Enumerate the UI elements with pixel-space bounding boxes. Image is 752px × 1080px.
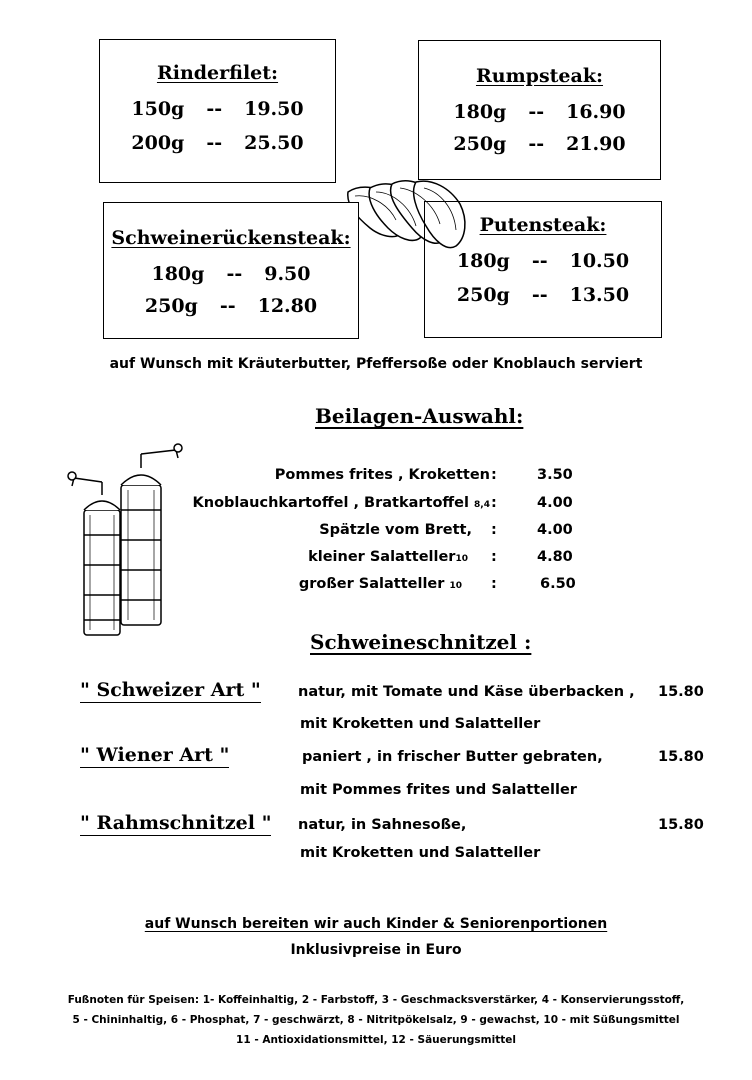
side-price: 4.00	[537, 522, 573, 538]
sides-heading: Beilagen-Auswahl:	[315, 404, 524, 428]
separator: --	[528, 101, 545, 123]
weight: 180g	[453, 101, 507, 123]
side-name: Pommes frites , Kroketten	[274, 467, 490, 483]
weight: 200g	[131, 132, 185, 154]
schnitzel-desc: mit Kroketten und Salatteller	[300, 716, 541, 732]
steak-title: Schweinerückensteak:	[111, 227, 351, 249]
steak-title: Rumpsteak:	[475, 65, 604, 87]
portions-note: auf Wunsch bereiten wir auch Kinder & Seniorenportionen	[144, 916, 608, 932]
price: 12.80	[257, 295, 318, 317]
schnitzel-name: " Schweizer Art "	[80, 679, 261, 701]
steak-title: Putensteak:	[479, 214, 607, 236]
weight: 180g	[151, 263, 205, 285]
schnitzel-desc: mit Pommes frites und Salatteller	[300, 782, 577, 798]
steak-title: Rinderfilet:	[156, 62, 279, 84]
schnitzel-desc: mit Kroketten und Salatteller	[300, 845, 541, 861]
side-colon: :	[491, 467, 497, 483]
side-colon: :	[491, 495, 497, 511]
side-price: 6.50	[540, 576, 576, 592]
price: 9.50	[264, 263, 311, 285]
schnitzel-price: 15.80	[658, 684, 704, 700]
side-price: 3.50	[537, 467, 573, 483]
separator: --	[206, 98, 223, 120]
steak-price-line	[425, 250, 661, 272]
separator: --	[226, 263, 243, 285]
price: 19.50	[244, 98, 304, 120]
steak-box-schweinerueckensteak	[103, 202, 359, 339]
steak-price-line	[419, 133, 660, 155]
price: 13.50	[569, 284, 630, 306]
schnitzel-desc: paniert , in frischer Butter gebraten,	[302, 749, 603, 765]
price: 10.50	[569, 250, 630, 272]
side-colon: :	[491, 549, 497, 565]
schnitzel-price: 15.80	[658, 749, 704, 765]
footnote-line: 11 - Antioxidationsmittel, 12 - Säuerungsmittel	[236, 1034, 516, 1046]
schnitzel-name: " Wiener Art "	[80, 744, 230, 766]
steak-price-line	[425, 284, 661, 306]
separator: --	[528, 133, 545, 155]
steak-price-line	[100, 132, 335, 154]
side-item	[0, 467, 752, 487]
footnotes	[0, 990, 752, 1050]
steak-box-rumpsteak	[418, 40, 661, 180]
steak-box-rinderfilet	[99, 39, 336, 183]
schnitzel-price: 15.80	[658, 817, 704, 833]
weight: 150g	[131, 98, 185, 120]
side-name: Knoblauchkartoffel , Bratkartoffel 8,4	[192, 495, 490, 511]
weight: 250g	[453, 133, 507, 155]
price-note: Inklusivpreise in Euro	[290, 942, 462, 958]
weight: 250g	[144, 295, 198, 317]
steak-price-line	[419, 101, 660, 123]
schnitzel-heading: Schweineschnitzel :	[310, 630, 532, 654]
weight: 180g	[456, 250, 510, 272]
side-price: 4.00	[537, 495, 573, 511]
schnitzel-name: " Rahmschnitzel "	[80, 812, 272, 834]
serve-note: auf Wunsch mit Kräuterbutter, Pfeffersoße oder Knoblauch serviert	[109, 356, 643, 372]
side-price: 4.80	[537, 549, 573, 565]
steak-price-line	[104, 263, 358, 285]
side-item	[0, 522, 752, 542]
side-colon: :	[491, 522, 497, 538]
side-item	[0, 495, 752, 515]
footnote-line: Fußnoten für Speisen: 1- Koffeinhaltig, 2 - Farbstoff, 3 - Geschmacksverstärker, 4 - Konservierungsstoff,	[67, 994, 685, 1006]
weight: 250g	[456, 284, 510, 306]
schnitzel-desc: natur, mit Tomate und Käse überbacken ,	[298, 684, 635, 700]
side-item	[0, 549, 752, 569]
price: 21.90	[566, 133, 626, 155]
side-colon: :	[491, 576, 497, 592]
separator: --	[531, 284, 548, 306]
price: 16.90	[566, 101, 626, 123]
separator: --	[206, 132, 223, 154]
steak-box-putensteak	[424, 201, 662, 338]
footnote-line: 5 - Chininhaltig, 6 - Phosphat, 7 - geschwärzt, 8 - Nitritpökelsalz, 9 - gewachst, 10 - mit Süßungsmittel	[72, 1014, 680, 1026]
side-name: großer Salatteller 10	[298, 576, 462, 592]
side-name: kleiner Salatteller10	[308, 549, 468, 565]
price: 25.50	[244, 132, 304, 154]
schnitzel-desc: natur, in Sahnesoße,	[298, 817, 467, 833]
separator: --	[219, 295, 236, 317]
steak-price-line	[104, 295, 358, 317]
side-item	[0, 576, 752, 596]
separator: --	[531, 250, 548, 272]
steak-price-line	[100, 98, 335, 120]
side-name: Spätzle vom Brett,	[319, 522, 472, 538]
